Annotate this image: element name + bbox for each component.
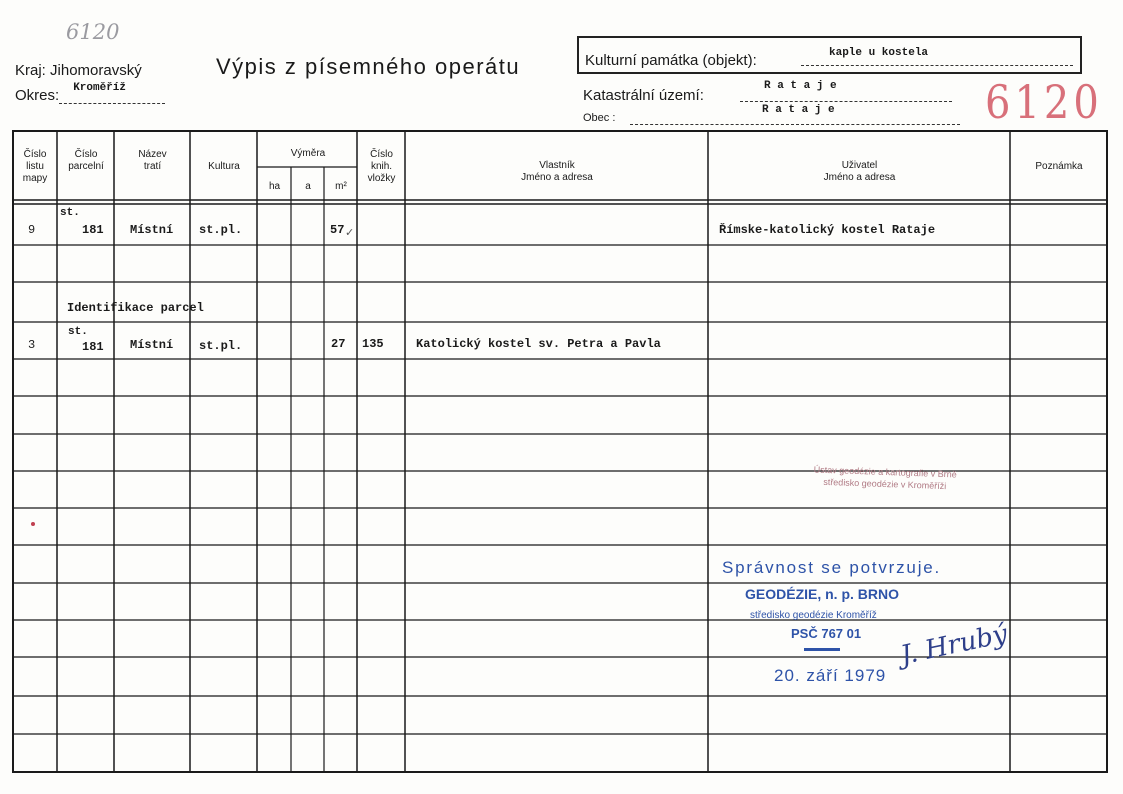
row2-knih: 135: [362, 337, 384, 351]
handwritten-page-number: 6120: [66, 20, 120, 44]
col-header-text: Jméno a adresa: [521, 172, 593, 183]
pamatka-value: kaple u kostela: [829, 47, 929, 59]
ku-value: R a t a j e: [764, 80, 837, 92]
okres-value: Kroměříž: [73, 82, 126, 94]
col-header-text: Jméno a adresa: [823, 172, 896, 183]
check-mark-icon: ✓: [345, 226, 355, 239]
kraj-label: Kraj:: [15, 62, 46, 79]
col-header-text: tratí: [143, 161, 162, 172]
col-header-text: Název: [138, 149, 167, 160]
okres-field: [15, 82, 165, 104]
identifikace-parcel-note: Identifikace parcel: [67, 301, 204, 315]
row1-parcela: 181: [82, 223, 104, 237]
obec-label: Obec :: [583, 112, 616, 124]
kulturni-pamatka-box: [577, 36, 1082, 74]
row2-trat: Místní: [130, 338, 174, 352]
ku-line: [740, 101, 952, 102]
okres-label: Okres:: [15, 87, 60, 104]
ku-label: Katastrální území:: [583, 87, 704, 104]
col-header-uzivatel: [709, 160, 1010, 184]
confirmation-stamp: Správnost se potvrzuje.: [722, 558, 942, 577]
col-header-text: parcelní: [68, 161, 104, 172]
col-header-text: mapy: [22, 173, 48, 184]
col-header-a: a: [305, 181, 311, 192]
record-table-grid: [12, 130, 1109, 774]
row1-parc-prefix: st.: [60, 207, 80, 219]
row1-m2: 57: [330, 223, 345, 237]
red-stamped-number: 6120: [985, 76, 1103, 130]
stamp-text: Ústav geodézie a kartografie v Brně: [813, 464, 957, 480]
page-title: Výpis z písemného operátu: [216, 54, 521, 79]
col-header-text: Číslo: [370, 149, 393, 160]
red-dot-mark: [31, 522, 35, 526]
col-header-poznamka: Poznámka: [1035, 161, 1083, 172]
row2-vlastnik: Katolický kostel sv. Petra a Pavla: [416, 337, 661, 351]
col-header-ha: ha: [268, 181, 281, 192]
psc-stamp: PSČ 767 01: [791, 626, 862, 641]
col-header-text: Číslo: [23, 149, 47, 160]
katastralni-uzemi-field: [583, 87, 704, 104]
col-header-cislo-parcelni: [58, 149, 114, 173]
pamatka-line: [801, 65, 1073, 66]
col-header-nazev-trati: [115, 149, 190, 173]
row1-uzivatel: Římske-katolický kostel Rataje: [719, 223, 936, 237]
col-header-text: vložky: [367, 173, 396, 184]
col-header-text: Číslo: [74, 149, 98, 160]
stredisko-stamp: středisko geodézie Kroměříž: [750, 610, 877, 621]
obec-field: [583, 112, 615, 124]
col-header-m2: m²: [335, 181, 347, 192]
row1-trat: Místní: [130, 223, 174, 237]
stamp-underline: [804, 648, 840, 651]
row2-m2: 27: [331, 337, 346, 351]
row1-list: 9: [28, 223, 36, 237]
kraj-value: Jihomoravský: [50, 62, 142, 79]
obec-line: [630, 124, 960, 125]
row2-parc-prefix: st.: [68, 326, 88, 338]
col-header-text: Uživatel: [841, 160, 878, 171]
kraj-field: [15, 62, 142, 79]
row2-kultura: st.pl.: [199, 339, 243, 353]
col-header-kultura: Kultura: [208, 161, 240, 172]
col-header-text: knih.: [370, 161, 393, 172]
col-header-cislo-knih: [358, 149, 405, 185]
date-stamp: 20. září 1979: [774, 666, 887, 685]
signature: J. Hrubý: [898, 619, 1011, 671]
col-header-text: Vlastník: [539, 160, 575, 171]
col-header-text: listu: [26, 161, 44, 172]
stamp-text: středisko geodézie v Kroměříži: [823, 476, 947, 492]
col-header-cislo-listu: [13, 149, 57, 185]
row1-kultura: st.pl.: [199, 223, 243, 237]
obec-value: R a t a j e: [762, 104, 835, 116]
row2-list: 3: [28, 338, 36, 352]
col-header-vymera: Výměra: [290, 148, 326, 159]
geodezie-stamp: GEODÉZIE, n. p. BRNO: [745, 586, 900, 602]
col-header-vlastnik: [406, 160, 708, 184]
okres-line: [59, 82, 165, 104]
pamatka-label: Kulturní památka (objekt):: [585, 52, 757, 69]
row2-parcela: 181: [82, 340, 104, 354]
